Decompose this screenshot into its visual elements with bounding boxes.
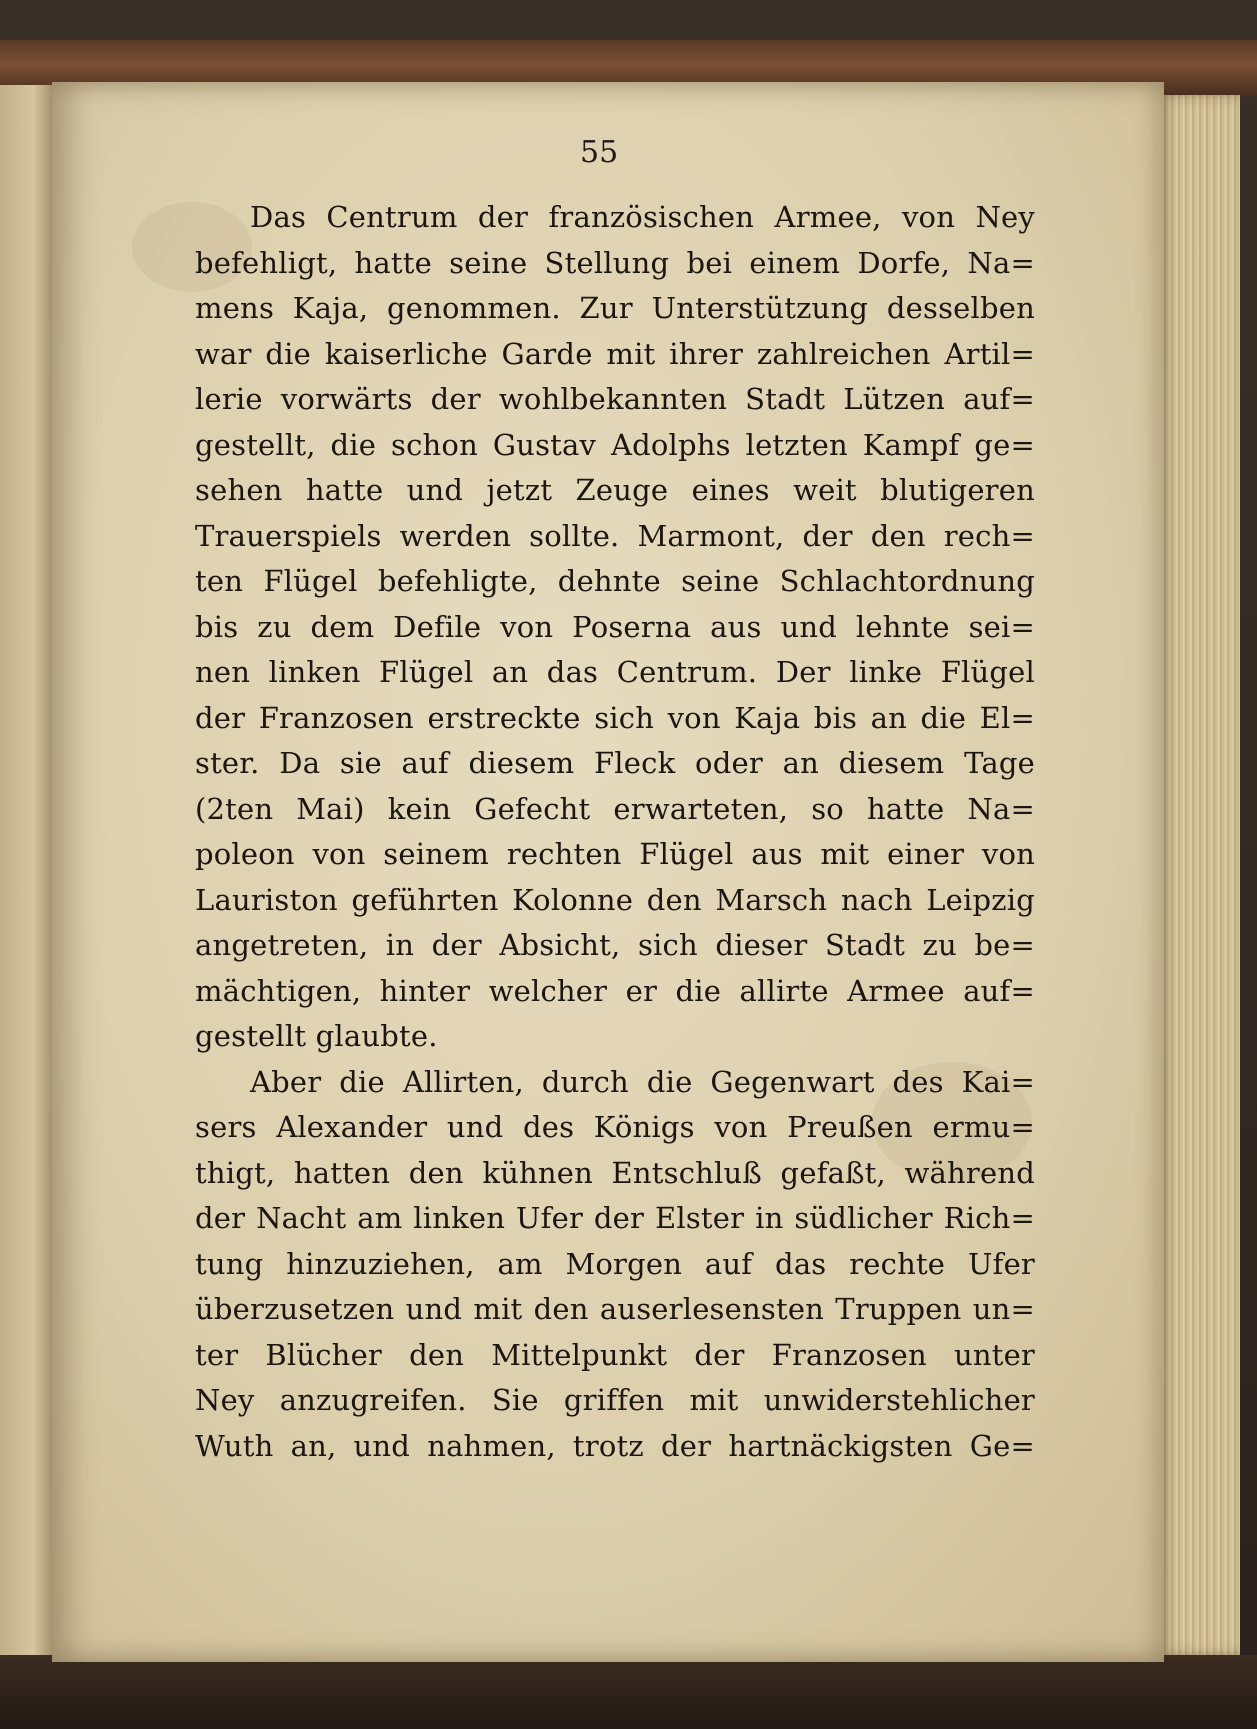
page-block-edges (1160, 95, 1240, 1655)
text-line: bis zu dem Defile von Poserna aus und lehnte sei= (195, 609, 1035, 644)
text-line: gestellt glaubte. (195, 1019, 438, 1053)
text-line: der Franzosen erstreckte sich von Kaja bis an die El= (195, 700, 1035, 735)
text-line: lerie vorwärts der wohlbekannten Stadt Lützen auf= (195, 382, 1035, 416)
text-line: ten Flügel befehligte, dehnte seine Schlachtordnung (195, 564, 1035, 598)
text-line: Aber die Allirten, durch die Gegenwart des Kai= (250, 1064, 1035, 1099)
text-line: ter Blücher den Mittelpunkt der Franzosen unter (195, 1337, 1035, 1372)
text-line: Trauerspiels werden sollte. Marmont, der den rech= (195, 518, 1035, 553)
text-line: war die kaiserliche Garde mit ihrer zahlreichen Artil= (195, 336, 1035, 371)
text-line: der Nacht am linken Ufer der Elster in südlicher Rich= (195, 1201, 1035, 1235)
text-line: Wuth an, und nahmen, trotz der hartnäckigsten Ge= (195, 1428, 1035, 1463)
text-line: angetreten, in der Absicht, sich dieser Stadt zu be= (195, 928, 1035, 962)
text-line: überzusetzen und mit den auserlesensten Truppen un= (195, 1292, 1035, 1326)
text-line: nen linken Flügel an das Centrum. Der linke Flügel (195, 655, 1035, 689)
text-line: (2ten Mai) kein Gefecht erwarteten, so hatte Na= (195, 791, 1035, 826)
text-line: thigt, hatten den kühnen Entschluß gefaßt, während (195, 1155, 1035, 1190)
text-line: tung hinzuziehen, am Morgen auf das rechte Ufer (195, 1246, 1035, 1281)
left-page-edge (0, 85, 55, 1655)
book-cover-bottom (0, 1655, 1257, 1729)
body-text (195, 195, 1035, 1469)
text-line: sers Alexander und des Königs von Preußen ermu= (195, 1110, 1035, 1144)
page-number: 55 (580, 135, 619, 170)
text-line: gestellt, die schon Gustav Adolphs letzten Kampf ge= (195, 427, 1035, 462)
text-line: Das Centrum der französischen Armee, von Ney (250, 200, 1035, 234)
text-line: mächtigen, hinter welcher er die allirte Armee auf= (195, 973, 1035, 1008)
text-line: Ney anzugreifen. Sie griffen mit unwiderstehlicher (195, 1383, 1035, 1417)
text-line: sehen hatte und jetzt Zeuge eines weit blutigeren (195, 473, 1035, 507)
text-line: Lauriston geführten Kolonne den Marsch nach Leipzig (195, 882, 1035, 917)
text-line: ster. Da sie auf diesem Fleck oder an diesem Tage (195, 746, 1035, 780)
text-line: mens Kaja, genommen. Zur Unterstützung desselben (195, 291, 1035, 325)
text-line: befehligt, hatte seine Stellung bei einem Dorfe, Na= (195, 245, 1035, 280)
text-line: poleon von seinem rechten Flügel aus mit einer von (195, 837, 1035, 871)
